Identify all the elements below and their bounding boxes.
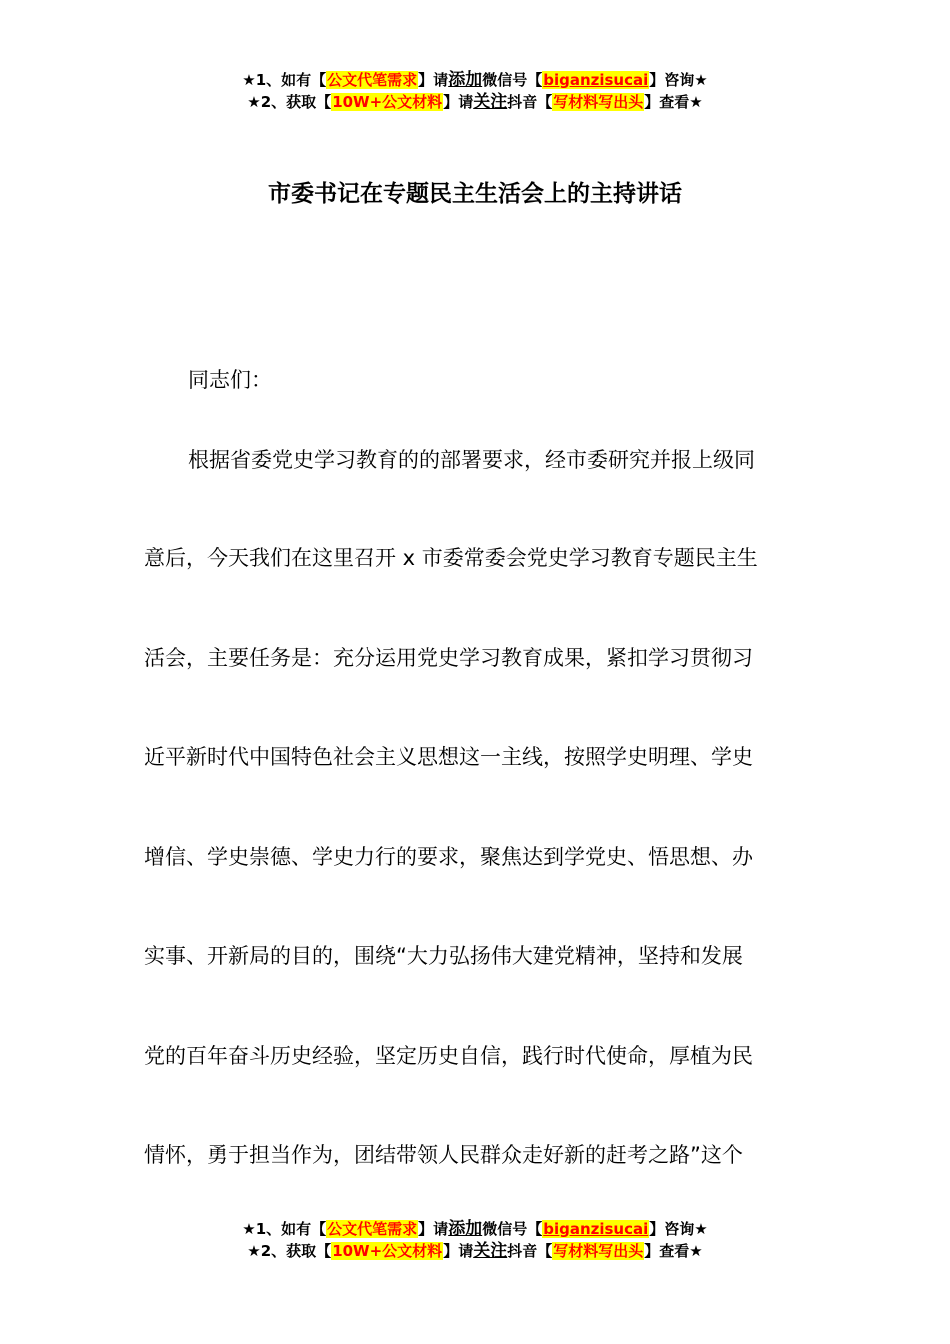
promo-douyin-id: 写材料写出头 bbox=[553, 1242, 644, 1260]
promo-text: ★2、获取【 bbox=[247, 1242, 332, 1260]
promo-text: 】请 bbox=[418, 71, 449, 89]
header-promo bbox=[0, 69, 950, 113]
paragraph-line: 情怀，勇于担当作为，团结带领人民群众走好新的赶考之路”这个 bbox=[144, 1143, 743, 1167]
promo-text: 】请 bbox=[443, 93, 474, 111]
promo-text: 】请 bbox=[418, 1220, 449, 1238]
promo-text: 】查看★ bbox=[644, 93, 703, 111]
promo-text: ★1、如有【 bbox=[242, 71, 327, 89]
promo-emphasis: 添加 bbox=[448, 1219, 483, 1239]
promo-line-2 bbox=[0, 1240, 950, 1262]
promo-wechat-id: biganzisucai bbox=[543, 1220, 649, 1238]
promo-text: ★2、获取【 bbox=[247, 93, 332, 111]
footer-promo bbox=[0, 1218, 950, 1262]
promo-text: 抖音【 bbox=[507, 1242, 553, 1260]
paragraph-line: 党的百年奋斗历史经验，坚定历史自信，践行时代使命，厚植为民 bbox=[144, 1044, 753, 1068]
promo-highlight: 10W+公文材料 bbox=[332, 93, 443, 111]
paragraph-line: 近平新时代中国特色社会主义思想这一主线，按照学史明理、学史 bbox=[144, 745, 753, 769]
promo-text: 微信号【 bbox=[482, 1220, 543, 1238]
promo-line-2 bbox=[0, 91, 950, 113]
paragraph-line: 根据省委党史学习教育的的部署要求，经市委研究并报上级同 bbox=[188, 448, 755, 472]
promo-douyin-id: 写材料写出头 bbox=[553, 93, 644, 111]
promo-text: ★1、如有【 bbox=[242, 1220, 327, 1238]
promo-line-1 bbox=[0, 69, 950, 91]
promo-line-1 bbox=[0, 1218, 950, 1240]
promo-wechat-id: biganzisucai bbox=[543, 71, 649, 89]
salutation: 同志们： bbox=[188, 368, 272, 392]
promo-emphasis: 关注 bbox=[473, 92, 508, 112]
promo-text: 】查看★ bbox=[644, 1242, 703, 1260]
paragraph-line: 活会，主要任务是：充分运用党史学习教育成果，紧扣学习贯彻习 bbox=[144, 646, 753, 670]
promo-emphasis: 添加 bbox=[448, 70, 483, 90]
paragraph-line: 意后，今天我们在这里召开 x 市委常委会党史学习教育专题民主生 bbox=[144, 546, 758, 570]
promo-text: 微信号【 bbox=[482, 71, 543, 89]
promo-text: 抖音【 bbox=[507, 93, 553, 111]
promo-text: 】咨询★ bbox=[649, 1220, 708, 1238]
paragraph-line: 增信、学史崇德、学史力行的要求，聚焦达到学党史、悟思想、办 bbox=[144, 845, 753, 869]
promo-highlight: 10W+公文材料 bbox=[332, 1242, 443, 1260]
document-title: 市委书记在专题民主生活会上的主持讲话 bbox=[268, 181, 682, 207]
promo-highlight: 公文代笔需求 bbox=[327, 71, 418, 89]
paragraph-line: 实事、开新局的目的，围绕“大力弘扬伟大建党精神，坚持和发展 bbox=[144, 944, 743, 968]
promo-highlight: 公文代笔需求 bbox=[327, 1220, 418, 1238]
promo-emphasis: 关注 bbox=[473, 1241, 508, 1261]
promo-text: 】请 bbox=[443, 1242, 474, 1260]
promo-text: 】咨询★ bbox=[649, 71, 708, 89]
